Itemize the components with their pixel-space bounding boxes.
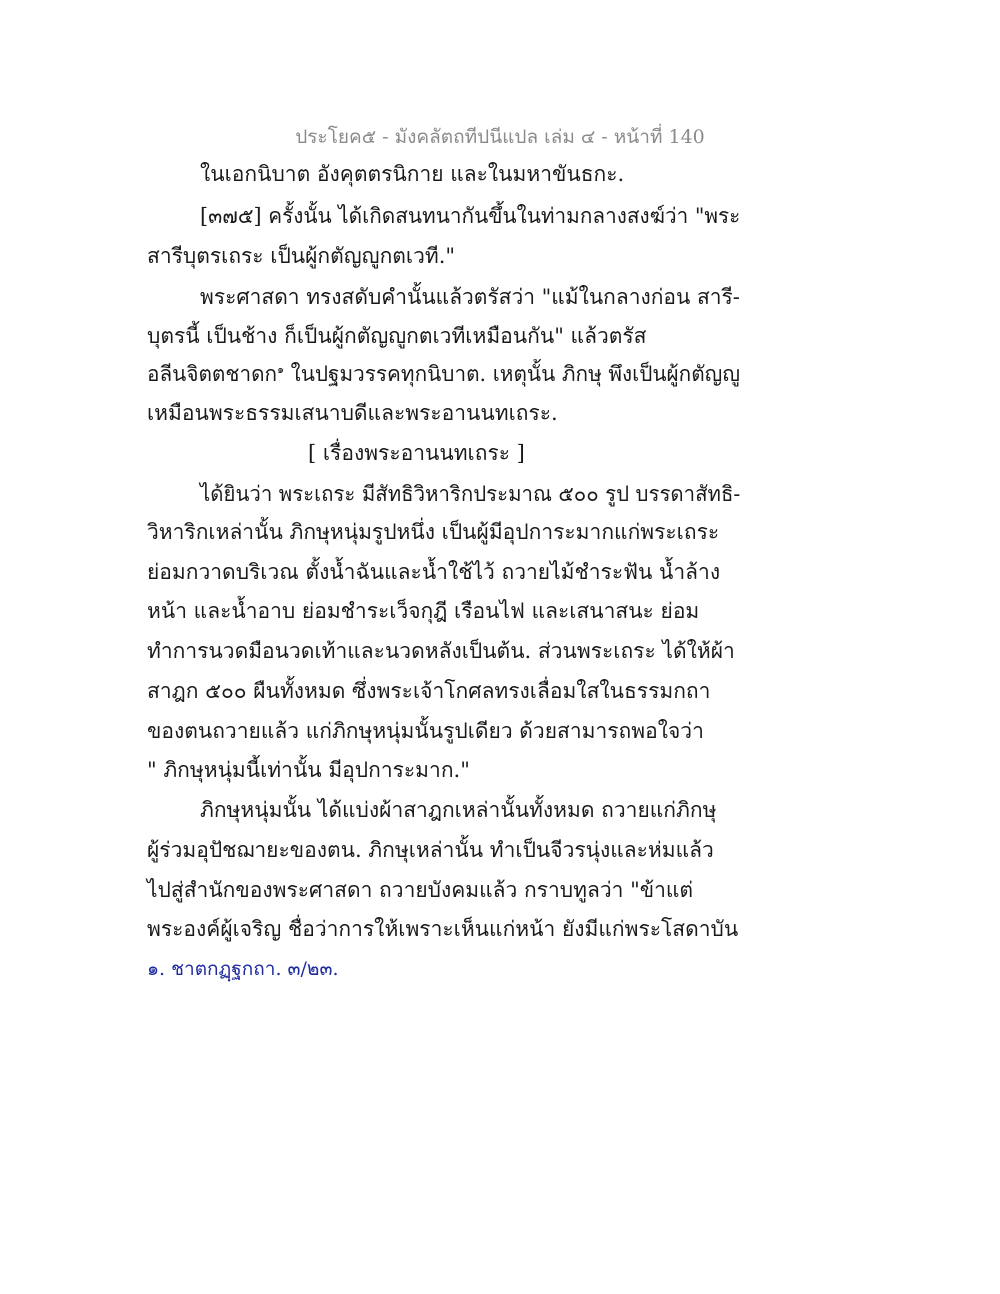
footnote-marker: ๑ [277,363,285,376]
text-line: ในเอกนิบาต อังคุตตรนิกาย และในมหาขันธกะ. [200,162,625,186]
text-line: ได้ยินว่า พระเถระ มีสัทธิวิหาริกประมาณ ๕๐๐ รูป บรรดาสัทธิ- [200,482,741,506]
text-line: " ภิกษุหนุ่มนี้เท่านั้น มีอุปการะมาก." [147,758,470,782]
text-line: ไปสู่สำนักของพระศาสดา ถวายบังคมแล้ว กราบทูลว่า "ข้าแต่ [147,878,694,902]
text-line: [๓๗๕] ครั้งนั้น ได้เกิดสนทนากันขึ้นในท่ามกลางสงฆ์ว่า "พระ [200,204,741,228]
citation-title: อลีนจิตตชาดก [147,362,278,386]
text-line: ภิกษุหนุ่มนั้น ได้แบ่งผ้าสาฎกเหล่านั้นทั้งหมด ถวายแก่ภิกษุ [200,798,717,822]
text-line: สารีบุตรเถระ เป็นผู้กตัญญูกตเวที." [147,244,456,268]
section-heading: [ เรื่องพระอานนทเถระ ] [308,441,525,465]
text-line: ผู้ร่วมอุปัชฌายะของตน. ภิกษุเหล่านั้น ทำเป็นจีวรนุ่งและห่มแล้ว [147,838,714,862]
text-line: ทำการนวดมือนวดเท้าและนวดหลังเป็นต้น. ส่วนพระเถระ ได้ให้ผ้า [147,639,735,663]
text-line: ของตนถวายแล้ว แก่ภิกษุหนุ่มนั้นรูปเดียว ด้วยสามารถพอใจว่า [147,719,704,743]
text-line [147,364,740,385]
text-line: เหมือนพระธรรมเสนาบดีและพระอานนทเถระ. [147,401,558,425]
text-line: บุตรนี้ เป็นช้าง ก็เป็นผู้กตัญญูกตเวทีเหมือนกัน" แล้วตรัส [147,324,647,348]
text-line: หน้า และน้ำอาบ ย่อมชำระเว็จกุฎี เรือนไฟ และเสนาสนะ ย่อม [147,599,700,623]
text-line: วิหาริกเหล่านั้น ภิกษุหนุ่มรูปหนึ่ง เป็นผู้มีอุปการะมากแก่พระเถระ [147,520,720,544]
text-line: พระศาสดา ทรงสดับคำนั้นแล้วตรัสว่า "แม้ในกลางก่อน สารี- [200,285,740,309]
text-line: ย่อมกวาดบริเวณ ตั้งน้ำฉันและน้ำใช้ไว้ ถวายไม้ชำระฟัน น้ำล้าง [147,560,721,584]
footnote: ๑. ชาตกฏฺฐกถา. ๓/๒๓. [147,958,339,980]
page-header: ประโยค๕ - มังคลัตถทีปนีแปล เล่ม ๔ - หน้าที่ 140 [295,126,705,148]
text-segment: ในปฐมวรรคทุกนิบาต. เหตุนั้น ภิกษุ พึงเป็นผู้กตัญญู [284,362,741,386]
text-line: สาฎก ๕๐๐ ผืนทั้งหมด ซึ่งพระเจ้าโกศลทรงเลื่อมใสในธรรมกถา [147,679,711,703]
text-line: พระองค์ผู้เจริญ ชื่อว่าการให้เพราะเห็นแก่หน้า ยังมีแก่พระโสดาบัน [147,917,739,941]
